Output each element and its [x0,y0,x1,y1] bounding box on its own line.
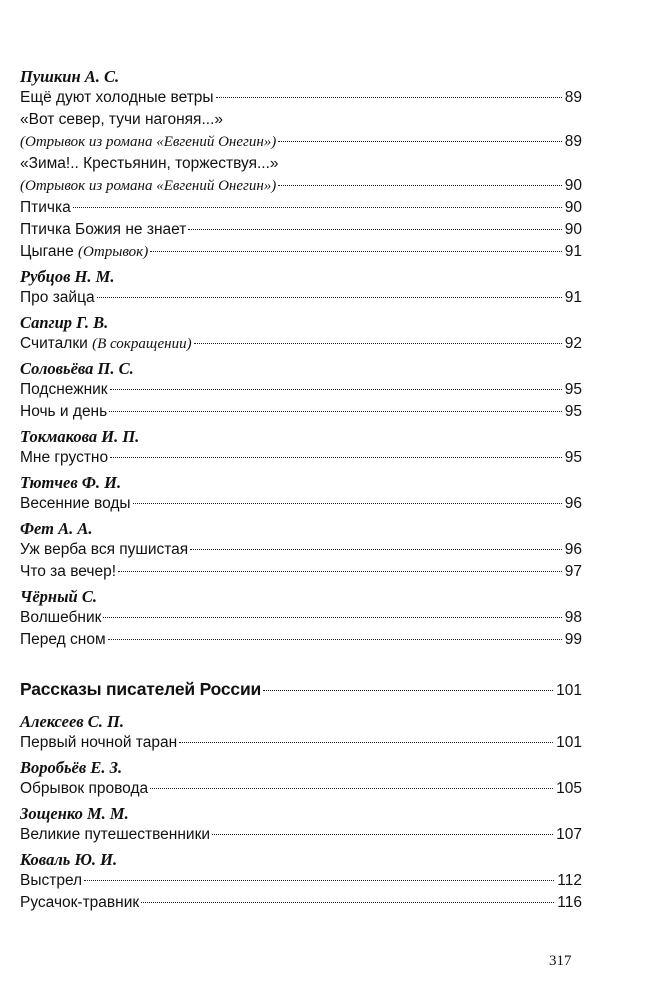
toc-entry[interactable] [20,379,582,401]
table-of-contents [20,66,582,914]
entry-title-text: Про зайца [20,289,95,306]
entry-title [20,197,71,219]
entry-title [20,778,148,800]
entry-title [20,629,106,651]
entry-title-text: Ещё дуют холодные ветры [20,89,214,106]
entry-title-text: «Зима!.. Крестьянин, торжествуя...» [20,155,279,172]
dot-leader [150,251,562,252]
entry-title [20,447,108,469]
entry-title-text: Великие путешественники [20,826,211,843]
entry-page: 107 [556,826,582,843]
author-name: Пушкин А. С. [20,67,120,86]
entry-page: 97 [564,563,582,580]
dot-leader [278,185,561,186]
author-name: Тютчев Ф. И. [20,473,122,492]
entry-title [20,153,279,175]
toc-entry[interactable] [20,153,582,175]
entry-title-text: Перед сном [20,631,106,648]
entry-page: 116 [557,894,582,911]
entry-title [20,870,82,892]
entry-page: 90 [564,199,582,216]
toc-entry[interactable] [20,607,582,629]
entry-title [20,87,214,109]
dot-leader [103,617,561,618]
author-name: Зощенко М. М. [20,804,129,823]
author-name: Алексеев С. П. [20,712,124,731]
entry-title [20,333,192,355]
entry-page: 95 [564,449,582,466]
entry-page: 101 [556,734,582,751]
entry-page: 95 [564,381,582,398]
dot-leader [179,742,553,743]
author-name: Фет А. А. [20,519,93,538]
entry-page: 91 [564,243,582,260]
toc-entry[interactable] [20,629,582,651]
entry-title [20,131,276,153]
entry-page: 90 [564,221,582,238]
entry-title [20,824,210,846]
entry-title [20,892,139,914]
entry-page: 99 [564,631,582,648]
entry-page: 92 [564,335,582,352]
entry-page: 90 [564,177,582,194]
entry-title [20,561,116,583]
entry-title [20,401,107,423]
entry-page: 112 [557,872,582,889]
toc-entry[interactable] [20,175,582,197]
dot-leader [84,880,554,881]
entry-title-text: Что за вечер! [20,563,117,580]
author-name: Рубцов Н. М. [20,267,115,286]
toc-entry[interactable] [20,561,582,583]
section-title: Рассказы писателей России [20,679,262,699]
entry-title [20,732,177,754]
entry-title-text: Птичка [20,199,71,216]
toc-entry[interactable] [20,219,582,241]
page-number: 317 [549,953,572,969]
dot-leader [110,389,562,390]
entry-title-text: Подснежник [20,381,108,398]
toc-entry[interactable] [20,870,582,892]
toc-entry[interactable] [20,333,582,355]
entry-note: (Отрывок из романа «Евгений Онегин») [20,134,277,150]
entry-note: (Отрывок из романа «Евгений Онегин») [20,178,277,194]
entry-title-text: Первый ночной таран [20,734,178,751]
author-name: Соловьёва П. С. [20,359,134,378]
toc-entry[interactable] [20,447,582,469]
entry-title [20,175,276,197]
author-name: Чёрный С. [20,587,97,606]
dot-leader [109,411,562,412]
dot-leader [97,297,562,298]
entry-title-text: Ночь и день [20,403,108,420]
toc-entry[interactable] [20,241,582,263]
toc-entry[interactable] [20,401,582,423]
toc-entry[interactable] [20,197,582,219]
entry-title-text: Птичка Божия не знает [20,221,187,238]
entry-title [20,539,188,561]
entry-page: 105 [556,780,582,797]
entry-title-text: Волшебник [20,609,102,626]
entry-title-text: Мне грустно [20,449,109,466]
entry-page: 96 [564,541,582,558]
toc-entry[interactable] [20,109,582,131]
entry-title-text: Цыгане [20,243,74,260]
dot-leader [194,343,562,344]
dot-leader [118,571,562,572]
entry-title-text: Весенние воды [20,495,131,512]
entry-page: 89 [564,133,582,150]
entry-title-text: Русачок-травник [20,894,140,911]
author-name: Токмакова И. П. [20,427,140,446]
section-page: 101 [556,682,582,699]
toc-entry[interactable] [20,732,582,754]
toc-entry[interactable] [20,287,582,309]
dot-leader [212,834,553,835]
entry-page: 91 [564,289,582,306]
toc-entry[interactable] [20,131,582,153]
entry-title [20,607,101,629]
entry-page: 98 [564,609,582,626]
entry-title-text: Уж верба вся пушистая [20,541,189,558]
entry-title-text: Обрывок провода [20,780,149,797]
toc-entry[interactable] [20,778,582,800]
entry-page: 89 [564,89,582,106]
entry-title-text: Считалки [20,335,88,352]
dot-leader [150,788,553,789]
author-name: Сапгир Г. В. [20,313,109,332]
dot-leader [108,639,562,640]
section-heading[interactable] [20,677,582,701]
toc-entry[interactable] [20,892,582,914]
entry-page: 96 [564,495,582,512]
entry-title [20,493,131,515]
toc-entry[interactable] [20,493,582,515]
entry-title-text: «Вот север, тучи нагоняя...» [20,111,223,128]
toc-entry[interactable] [20,824,582,846]
dot-leader [188,229,561,230]
toc-entry[interactable] [20,539,582,561]
entry-title [20,379,108,401]
dot-leader [133,503,562,504]
author-name: Воробьёв Е. З. [20,758,123,777]
dot-leader [110,457,562,458]
entry-page: 95 [564,403,582,420]
dot-leader [263,690,553,691]
dot-leader [190,549,562,550]
entry-note: (В сокращении) [92,336,192,352]
entry-title [20,219,186,241]
author-name: Коваль Ю. И. [20,850,118,869]
dot-leader [216,97,562,98]
entry-title-text: Выстрел [20,872,83,889]
dot-leader [141,902,554,903]
dot-leader [278,141,561,142]
entry-title [20,287,95,309]
entry-title [20,241,148,263]
toc-entry[interactable] [20,87,582,109]
entry-title [20,109,223,131]
dot-leader [73,207,562,208]
entry-note: (Отрывок) [78,244,149,260]
